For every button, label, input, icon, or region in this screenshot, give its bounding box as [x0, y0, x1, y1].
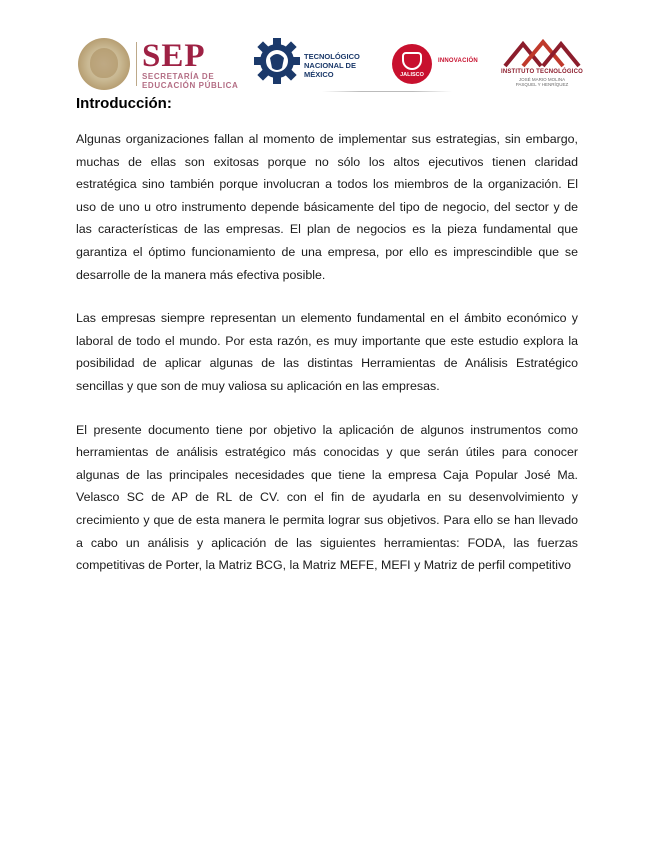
itjmm-subname-line1: JOSÉ MARIO MOLINA [518, 77, 566, 82]
itjmm-roof-mark-icon [503, 38, 581, 68]
itjmm-name: INSTITUTO TECNOLÓGICO [500, 69, 584, 75]
paragraph: Las empresas siempre representan un elemento fundamental en el ámbito económico y laboral de todo el mundo. Por esta razón, es muy importante que este estudio explora la posibilidad de aplicar algunas de las distintas Herramientas de Análisis Estratégico sencillas y que son de muy valiosa su aplicación en las empresas. [76, 311, 578, 393]
document-body [76, 128, 578, 598]
sep-logo [78, 38, 246, 90]
tecnm-name [304, 52, 380, 79]
itjmm-logo [497, 38, 587, 90]
sep-subtitle-line1: SECRETARÍA DE [142, 72, 215, 81]
jalisco-logo [392, 42, 484, 88]
jalisco-tagline: INNOVACIÓN [438, 58, 478, 64]
tecnm-logo [254, 38, 380, 92]
sep-subtitle [142, 72, 238, 90]
paragraph: El presente documento tiene por objetivo la aplicación de algunos instrumentos como herramientas de análisis estratégico más conocidas y que serán útiles para conocer algunas de las principales necesidades que tiene la empresa Caja Popular José Ma. Velasco SC de AP de RL de CV. con el fin de ayudarla en su desenvolvimiento y crecimiento y que de esta manera le permita lograr sus objetivos. Para ello se han llevado a cabo un análisis y aplicación de las siguientes herramientas: FODA, las fuerzas competitivas de Porter, la Matriz BCG, la Matriz MEFE, MEFI y Matriz de perfil competitivo [76, 422, 578, 573]
sep-acronym: SEP [142, 38, 206, 74]
section-title: Introducción: [76, 95, 172, 112]
tecnm-name-line1: TECNOLÓGICO [304, 52, 360, 61]
tecnm-name-line2: NACIONAL DE MÉXICO [304, 61, 356, 79]
jalisco-badge [392, 44, 432, 84]
paragraph: Algunas organizaciones fallan al momento de implementar sus estrategias, sin embargo, muchas de ellas son exitosas porque no sólo los altos ejecutivos tienen claridad estratégica sino también porque involucran a todos los miembros de la organización. El uso de uno u otro instrumento depende básicamente del tipo de negocio, del sector y de las características de las empresas. El plan de negocios es la pieza fundamental que garantiza el óptimo funcionamiento de una empresa, por ello es imprescindible que se desarrolle de la manera más efectiva posible. [76, 132, 578, 282]
sep-divider [136, 42, 137, 86]
tecnm-gear-icon [254, 38, 300, 84]
itjmm-subname [497, 77, 587, 87]
header-logos [0, 34, 655, 96]
jalisco-shield-icon [402, 52, 422, 70]
header-divider [322, 91, 452, 92]
itjmm-subname-line2: PASQUEL Y HENRÍQUEZ [515, 82, 569, 87]
sep-subtitle-line2: EDUCACIÓN PÚBLICA [142, 81, 239, 90]
jalisco-badge-label: JALISCO [400, 72, 424, 78]
mexico-coat-of-arms-icon [78, 38, 130, 90]
